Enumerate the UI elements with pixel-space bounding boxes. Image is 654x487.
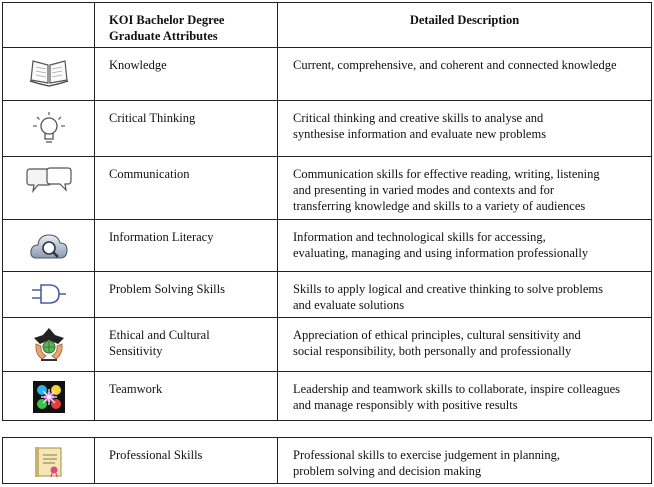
table-row <box>3 438 652 484</box>
attribute-name: Sensitivity <box>109 344 163 358</box>
attribute-name: Critical Thinking <box>109 111 196 125</box>
description-line: Information and technological skills for accessing, <box>293 230 546 244</box>
description-line: problem solving and decision making <box>293 464 482 478</box>
certificate-icon <box>34 446 64 478</box>
table-row <box>3 101 652 157</box>
table-row <box>3 318 652 372</box>
header-attribute-cell <box>95 3 278 48</box>
description-line: Appreciation of ethical principles, cultural sensitivity and <box>293 328 581 342</box>
description-line: and evaluate solutions <box>293 298 405 312</box>
attribute-name: Professional Skills <box>109 448 203 462</box>
header-icon-cell <box>3 3 95 48</box>
description-line: evaluating, managing and using information professionally <box>293 246 589 260</box>
table-row <box>3 157 652 220</box>
team-color-icon <box>32 380 66 414</box>
cloud-search-icon <box>29 228 69 262</box>
speech-bubbles-icon <box>26 165 72 197</box>
attribute-name: Communication <box>109 167 190 181</box>
description-line: transferring knowledge and skills to a variety of audiences <box>293 199 586 213</box>
description-line: Communication skills for effective reading, writing, listening <box>293 167 600 181</box>
light-bulb-icon <box>29 109 69 147</box>
table-row <box>3 220 652 272</box>
attribute-name: Information Literacy <box>109 230 214 244</box>
description-line: and manage responsibly with positive results <box>293 398 518 412</box>
hands-globe-icon <box>31 326 67 364</box>
attribute-name: Teamwork <box>109 382 163 396</box>
description-line: Leadership and teamwork skills to collaborate, inspire colleagues <box>293 382 620 396</box>
table-row <box>3 372 652 421</box>
description-line: Current, comprehensive, and coherent and connected knowledge <box>293 58 617 72</box>
logic-gate-icon <box>29 280 69 308</box>
description-line: and presenting in varied modes and contexts and for <box>293 183 555 197</box>
header-attribute-line: Graduate Attributes <box>109 29 218 43</box>
description-line: Critical thinking and creative skills to analyse and <box>293 111 544 125</box>
description-line: Professional skills to exercise judgement in planning, <box>293 448 560 462</box>
table-row <box>3 272 652 318</box>
header-row <box>3 3 652 48</box>
header-description-title: Detailed Description <box>409 13 520 27</box>
professional-skills-table <box>2 437 652 484</box>
attribute-name: Knowledge <box>109 58 167 72</box>
description-line: social responsibility, both personally and professionally <box>293 344 572 358</box>
header-attribute-line: KOI Bachelor Degree <box>109 13 225 27</box>
description-line: Skills to apply logical and creative thinking to solve problems <box>293 282 604 296</box>
header-description-cell <box>278 3 652 48</box>
table-row <box>3 48 652 101</box>
attributes-table <box>2 2 652 421</box>
open-book-icon <box>28 56 70 88</box>
description-line: synthesise information and evaluate new problems <box>293 127 547 141</box>
attribute-name: Problem Solving Skills <box>109 282 225 296</box>
attribute-name: Ethical and Cultural <box>109 328 210 342</box>
